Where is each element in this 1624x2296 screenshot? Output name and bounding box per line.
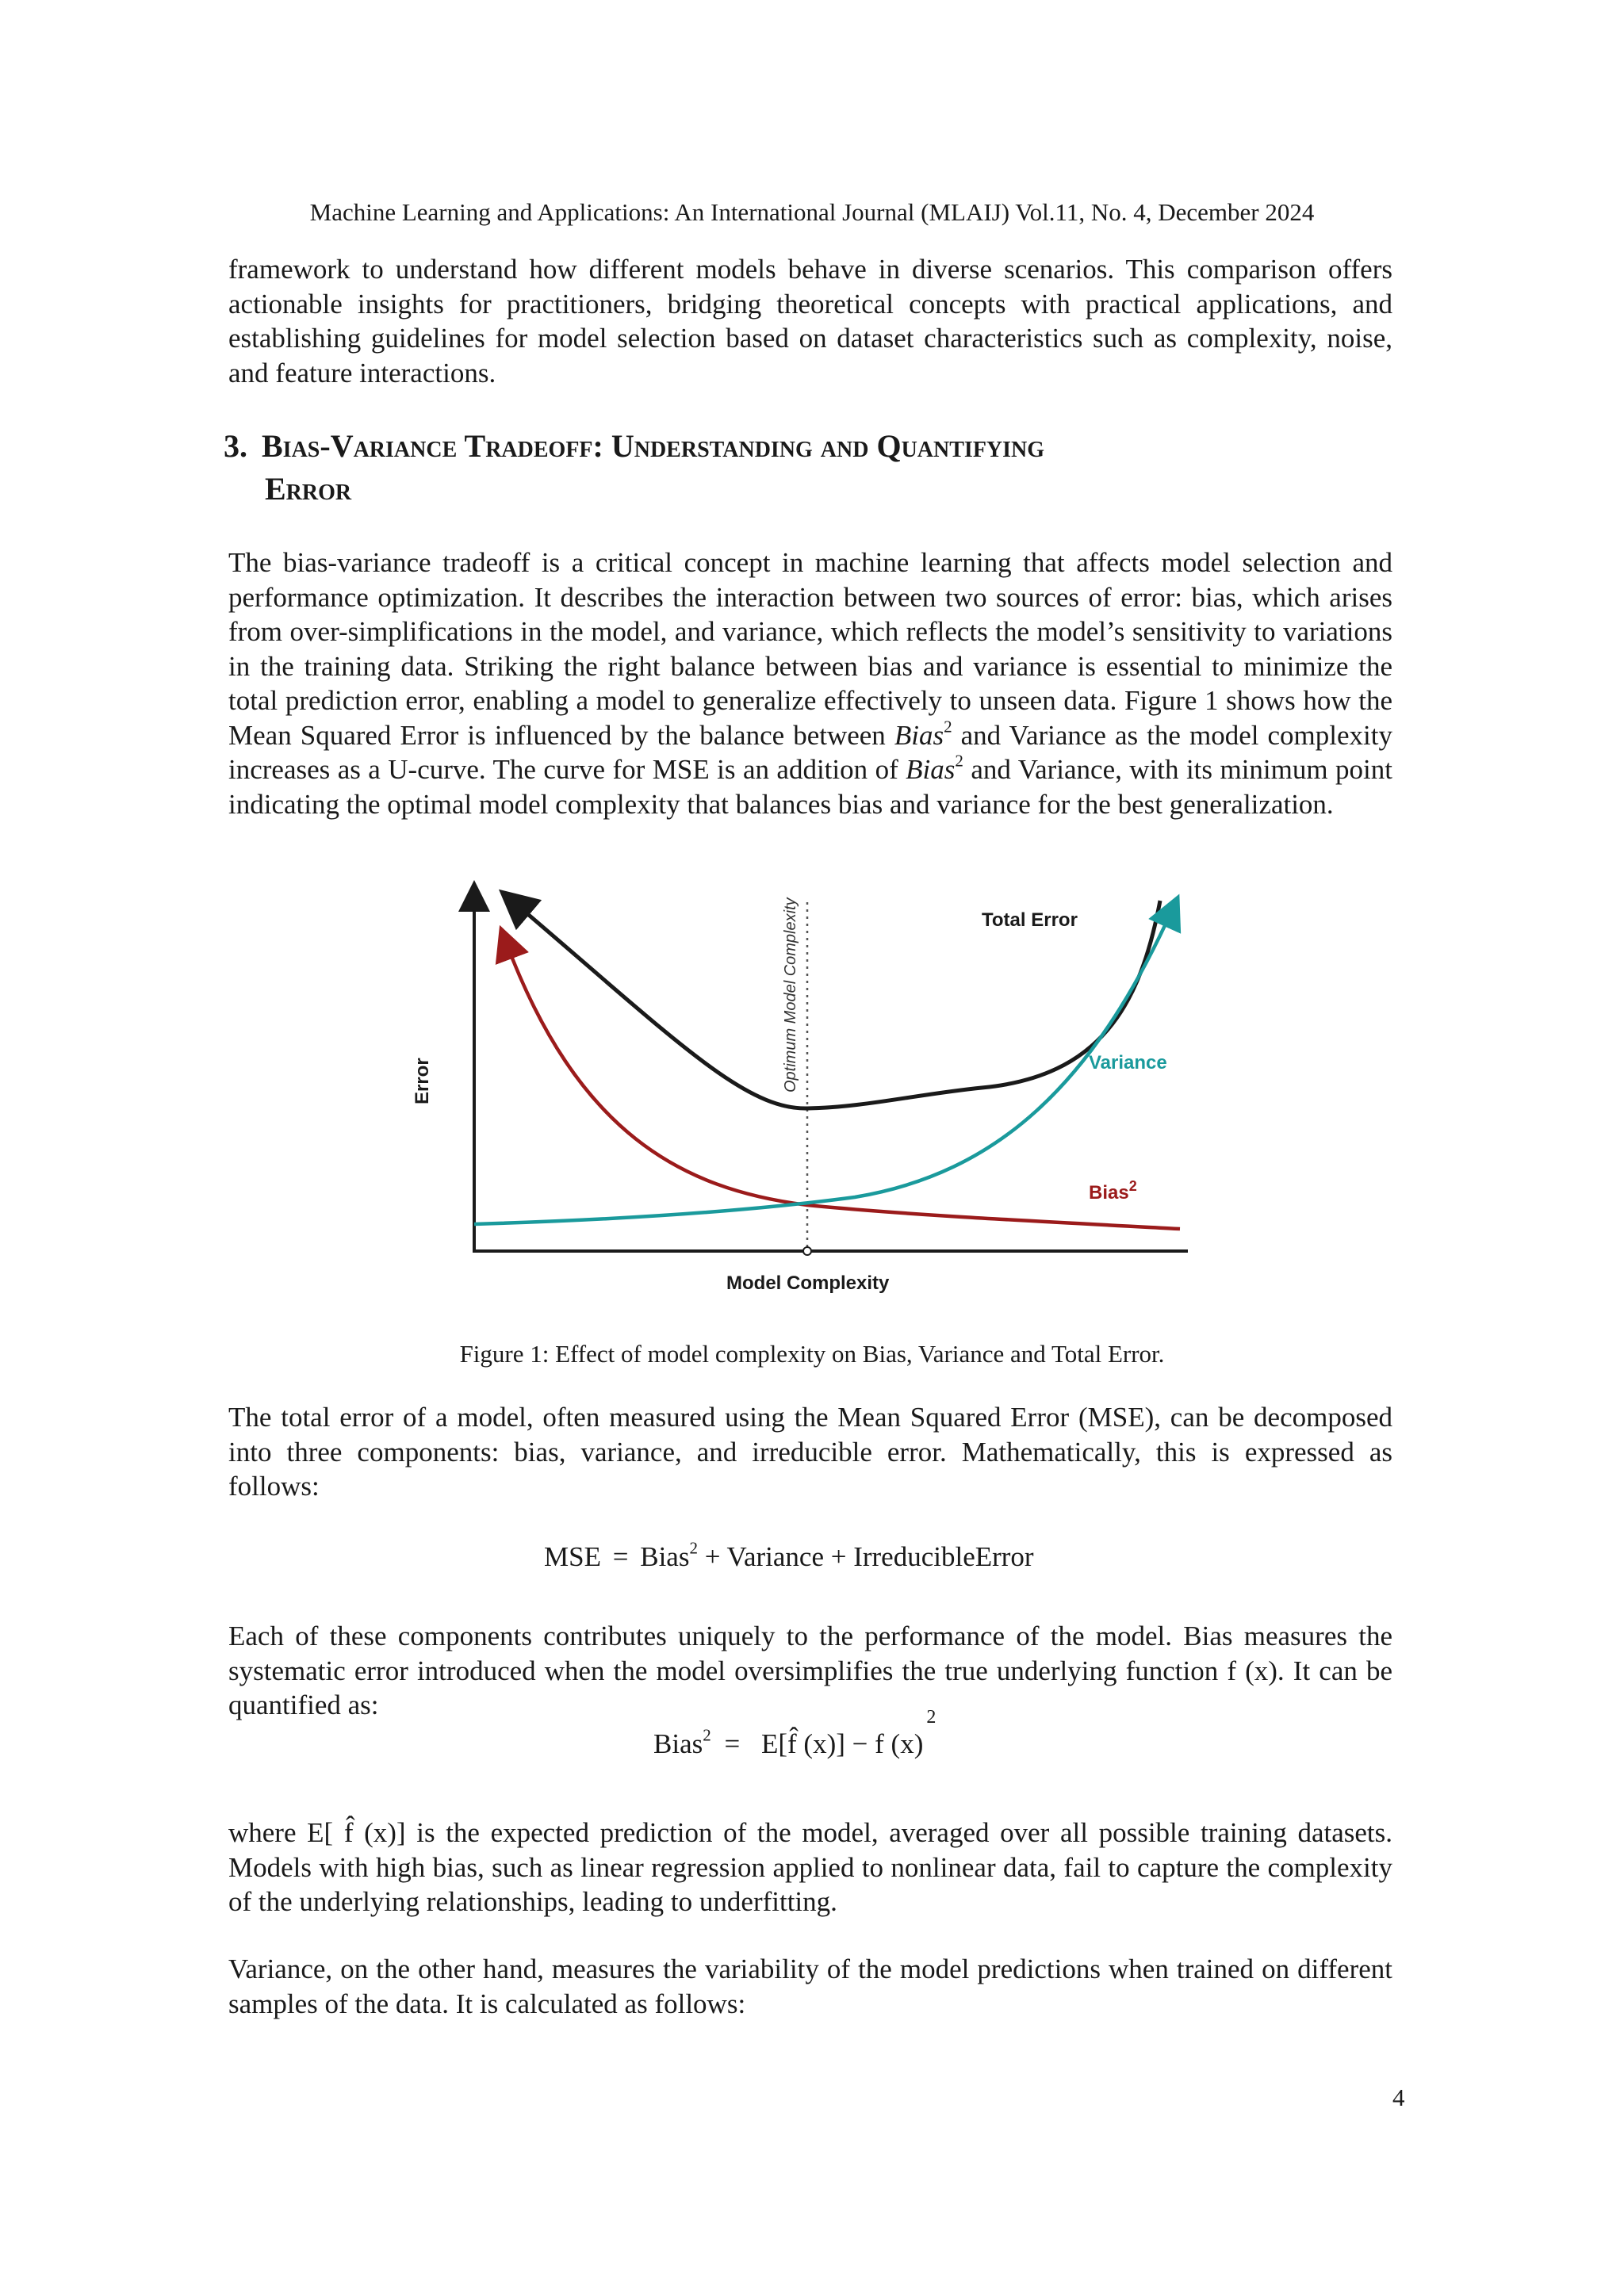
paragraph-1: [228, 545, 1392, 821]
figure-caption: Figure 1: Effect of model complexity on Bias, Variance and Total Error.: [459, 1340, 1165, 1368]
mse-eq-sign: =: [612, 1541, 629, 1572]
bias-label-sup: 2: [1128, 1178, 1137, 1194]
paragraph-1-part-b: and Variance as the model complexity increases as a U-curve. The curve for MSE is an addition of: [228, 719, 1392, 785]
paragraph-5: Variance, on the other hand, measures the variability of the model predictions when trained on different samples of the data. It is calculated as follows:: [228, 1954, 1392, 2019]
bias-eq-power: 2: [926, 1707, 936, 1728]
paragraph-1-part-a: The bias-variance tradeoff is a critical concept in machine learning that affects model selection and performance optimization. It describes the interaction between two sources of error: bias, which arises from over-simplifications in the model, and variance, which reflects the model’s sensitivity to variations in the training data. Striking the right balance between bias and variance is essential to minimize the total prediction error, enabling a model to generalize effectively to unseen data. Figure 1 shows how the Mean Squared Error is influenced by the balance between: [228, 547, 1392, 751]
x-axis-label: Model Complexity: [726, 1272, 890, 1294]
paragraph-2: The total error of a model, often measured using the Mean Squared Error (MSE), can be decomposed into three components: bias, variance, and irreducible error. Mathematically, this is expressed as follows:: [228, 1402, 1392, 1502]
page-number: 4: [1392, 2084, 1405, 2111]
bias-variance-chart: [395, 878, 1235, 1307]
y-axis-label: Error: [412, 1058, 433, 1104]
bias-label-text: Bias: [1089, 1182, 1129, 1203]
mse-equation: [544, 1540, 1034, 1574]
optimum-line-label: Optimum Model Complexity: [782, 897, 799, 1093]
total-error-curve: [514, 901, 1160, 1108]
bias-equation: [653, 1707, 936, 1765]
bias-eq-lhs: Bias: [653, 1728, 703, 1759]
bias-eq-sign: =: [724, 1728, 741, 1759]
bias-term-2: Bias: [906, 754, 956, 785]
optimum-marker: [803, 1247, 811, 1255]
bias-eq-rhs: E[f̂ (x)] − f (x): [760, 1728, 924, 1759]
bias-sup-2: 2: [955, 751, 963, 771]
mse-lhs: MSE: [544, 1541, 601, 1572]
paragraph-1-part-c: and Variance, with its minimum point indicating the optimal model complexity that balances bias and variance for the best generalization.: [228, 754, 1392, 820]
paragraph-3: Each of these components contributes uniquely to the performance of the model. Bias measures the systematic error introduced when the model oversimplifies the true underlying function f (x). It can be quantified as:: [228, 1621, 1392, 1720]
intro-paragraph: framework to understand how different models behave in diverse scenarios. This comparison offers actionable insights for practitioners, bridging theoretical concepts with practical applications, and establishing guidelines for model selection based on dataset characteristics such as complexity, noise, and feature interactions.: [228, 254, 1392, 388]
bias-variance-figure: [395, 878, 1235, 1307]
journal-header: Machine Learning and Applications: An International Journal (MLAIJ) Vol.11, No. 4, December 2024: [309, 198, 1315, 226]
variance-label: Variance: [1089, 1052, 1167, 1073]
section-number: 3.: [224, 428, 247, 464]
mse-bias-sup: 2: [689, 1538, 698, 1558]
mse-bias: Bias: [640, 1541, 690, 1572]
section-heading: [224, 425, 1397, 511]
bias-label: [1089, 1178, 1137, 1203]
section-title-line2: Error: [265, 471, 352, 507]
mse-rest: + Variance + IrreducibleError: [704, 1541, 1034, 1572]
bias-eq-sup: 2: [703, 1725, 711, 1745]
total-error-label: Total Error: [982, 909, 1078, 931]
section-title-line1: Bias-Variance Tradeoff: Understanding and Quantifying: [262, 428, 1045, 464]
bias-sup: 2: [944, 716, 952, 736]
bias-term: Bias: [894, 719, 944, 751]
paragraph-4: where E[ f̂ (x)] is the expected prediction of the model, averaged over all possible training datasets. Models with high bias, such as linear regression applied to nonlinear data, fail to capture the complexity of the underlying relationships, leading to underfitting.: [228, 1817, 1392, 1917]
